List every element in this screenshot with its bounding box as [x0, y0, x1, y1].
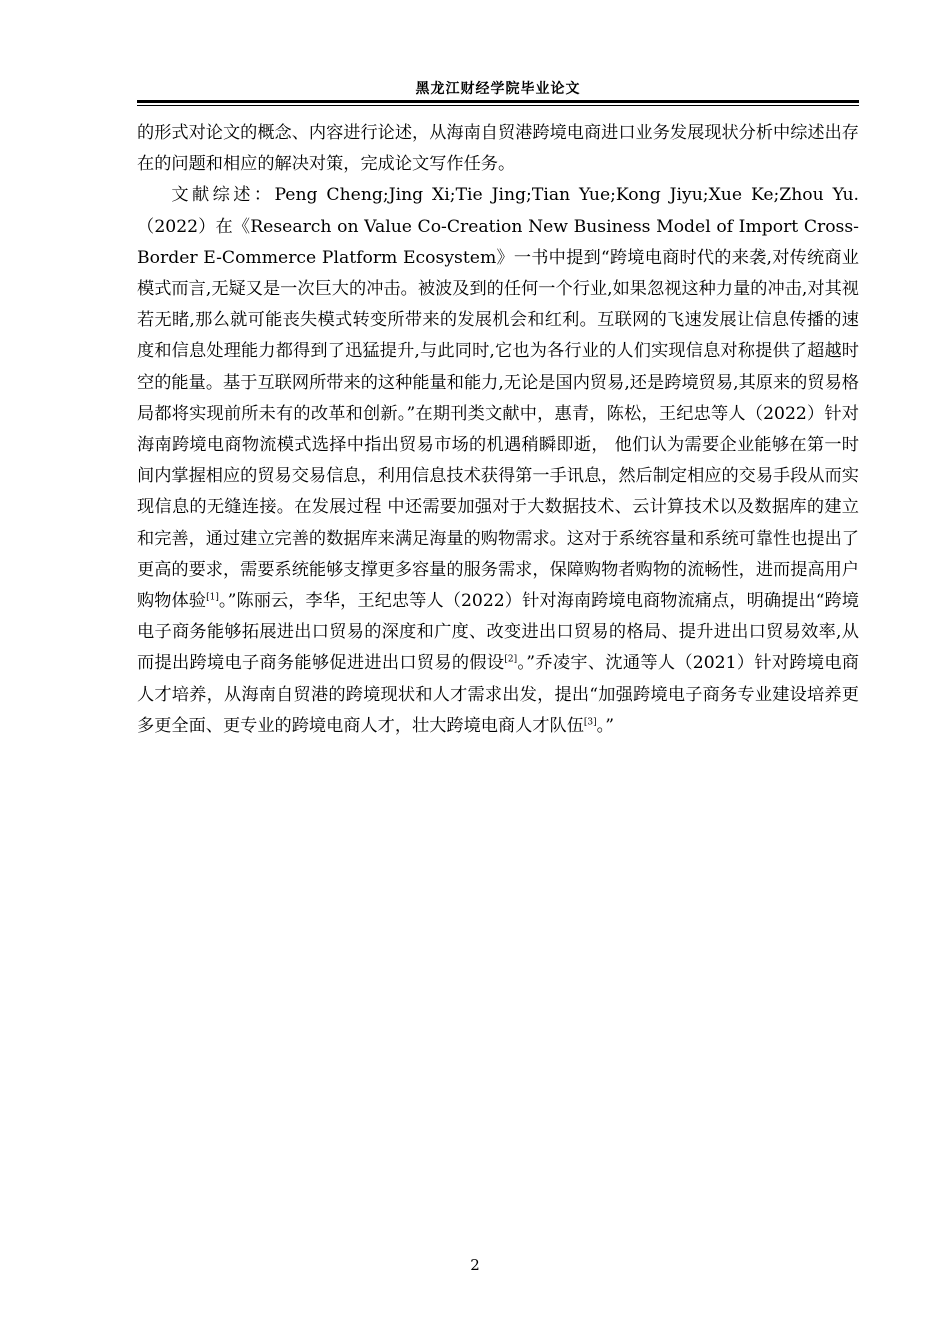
- citation-ref-2: [2]: [504, 655, 518, 666]
- body-text: [137, 118, 859, 742]
- citation-ref-3: [3]: [583, 717, 597, 728]
- citation-ref-1: [1]: [206, 592, 219, 603]
- running-header: 黑龙江财经学院毕业论文: [415, 81, 581, 97]
- header-rule-thin: [137, 105, 859, 106]
- review-text-4: 。”: [596, 715, 615, 736]
- review-text-3: 。”乔凌宇、沈通等人（2021）针对跨境电商人才培养，从海南自贸港的跨境现状和人才需求出发，提出“加强跨境电子商务专业建设培养更多更全面、更专业的跨境电商人才，壮大跨境电商人才队伍: [137, 653, 859, 736]
- paragraph-intro: 的形式对论文的概念、内容进行论述，从海南自贸港跨境电商进口业务发展现状分析中综述出存在的问题和相应的解决对策，完成论文写作任务。: [137, 123, 859, 175]
- page-number: 2: [470, 1256, 480, 1274]
- review-text-2: 。”陈丽云，李华，王纪忠等人（2022）针对海南跨境电商物流痛点，明确提出“跨境电子商务能够拓展进出口贸易的深度和广度、改变进出口贸易的格局、提升进出口贸易效率,从而提出跨境电子商务能够促进进出口贸易的假设: [137, 591, 859, 674]
- review-text-1: 文献综述：Peng Cheng;Jing Xi;Tie Jing;Tian Yue;Kong Jiyu;Xue Ke;Zhou Yu.（2022）在《Research on Value Co-Creation New Business Model of Import Cross-Border E-Commerce Platform Ecosystem》一书中提到“跨境电商时代的来袭,对传统商业模式而言,无疑又是一次巨大的冲击。被波及到的任何一个行业,如果忽视这种力量的冲击,对其视若无睹,那么就可能丧失模式转变所带来的发展机会和红利。互联网的飞速发展让信息传播的速度和信息处理能力都得到了迅猛提升,与此同时,它也为各行业的人们实现信息对称提供了超越时空的能量。基于互联网所带来的这种能量和能力,无论是国内贸易,还是跨境贸易,其原来的贸易格局都将实现前所未有的改革和创新。”在期刊类文献中，惠青，陈松，王纪忠等人（2022）针对海南跨境电商物流模式选择中指出贸易市场的机遇稍瞬即逝， 他们认为需要企业能够在第一时间内掌握相应的贸易交易信息，利用信息技术获得第一手讯息，然后制定相应的交易手段从而实现信息的无缝连接。在发展过程 中还需要加强对于大数据技术、云计算技术以及数据库的建立和完善，通过建立完善的数据库来满足海量的购物需求。这对于系统容量和系统可靠性也提出了更高的要求，需要系统能够支撑更多容量的服务需求，保障购物者购物的流畅性，进而提高用户购物体验: [137, 185, 859, 612]
- paragraph-literature-review: [137, 180, 859, 742]
- header-rule-thick: [137, 100, 859, 103]
